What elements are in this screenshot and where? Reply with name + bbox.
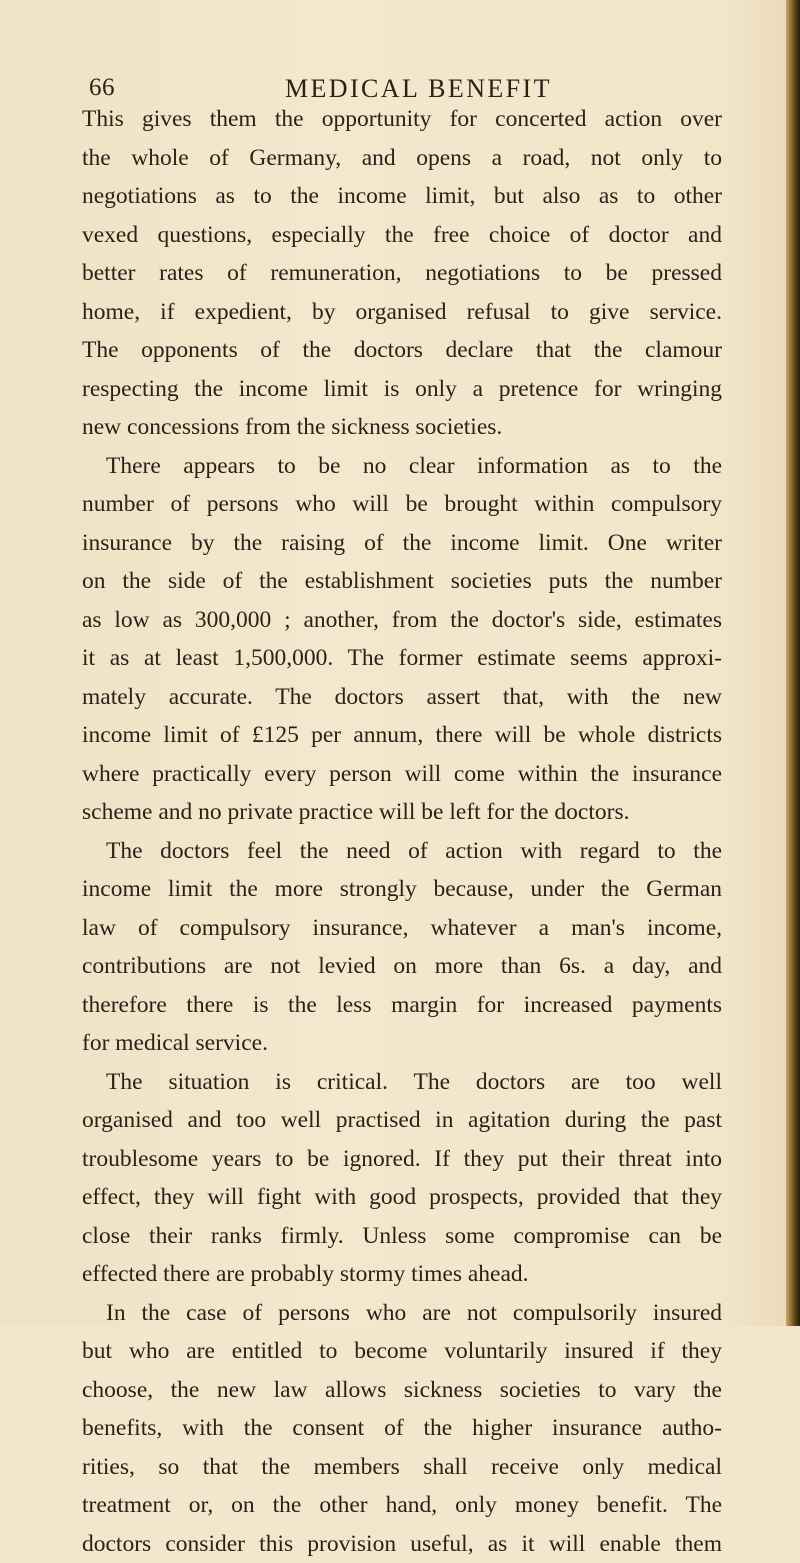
text-line: contributions are not levied on more than 6s. a day, and [82,947,722,986]
text-line: where practically every person will come within the insurance [82,755,722,794]
text-line: troublesome years to be ignored. If they put their threat into [82,1140,722,1179]
text-line: for medical service. [82,1024,722,1063]
text-line: close their ranks firmly. Unless some compromise can be [82,1217,722,1256]
text-line: The doctors feel the need of action with regard to the [82,832,722,871]
text-line: In the case of persons who are not compulsorily insured [82,1294,722,1333]
text-line: effect, they will fight with good prospects, provided that they [82,1178,722,1217]
text-line: The opponents of the doctors declare that the clamour [82,331,722,370]
text-line: organised and too well practised in agitation during the past [82,1101,722,1140]
text-line: income limit the more strongly because, under the German [82,870,722,909]
text-line: benefits, with the consent of the higher insurance autho- [82,1409,722,1448]
text-line: insurance by the raising of the income limit. One writer [82,524,722,563]
text-line: effected there are probably stormy times ahead. [82,1255,722,1294]
body-text [82,100,722,1563]
text-line: number of persons who will be brought within compulsory [82,485,722,524]
text-line: law of compulsory insurance, whatever a man's income, [82,909,722,948]
text-line: vexed questions, especially the free choice of doctor and [82,216,722,255]
text-line: The situation is critical. The doctors are too well [82,1063,722,1102]
text-line: mately accurate. The doctors assert that, with the new [82,678,722,717]
text-line: respecting the income limit is only a pretence for wringing [82,370,722,409]
text-line: better rates of remuneration, negotiations to be pressed [82,254,722,293]
text-line: the whole of Germany, and opens a road, not only to [82,139,722,178]
running-head: MEDICAL BENEFIT [285,74,552,104]
text-line: on the side of the establishment societies puts the number [82,562,722,601]
text-line: new concessions from the sickness societies. [82,408,722,447]
text-line: it as at least 1,500,000. The former estimate seems approxi- [82,639,722,678]
text-line: choose, the new law allows sickness societies to vary the [82,1371,722,1410]
text-line: treatment or, on the other hand, only money benefit. The [82,1486,722,1525]
text-line: There appears to be no clear information as to the [82,447,722,486]
text-line: scheme and no private practice will be left for the doctors. [82,793,722,832]
page-number: 66 [89,74,115,102]
text-line: therefore there is the less margin for increased payments [82,986,722,1025]
text-line: rities, so that the members shall receive only medical [82,1448,722,1487]
text-line: income limit of £125 per annum, there will be whole districts [82,716,722,755]
text-line: as low as 300,000 ; another, from the doctor's side, estimates [82,601,722,640]
text-line: home, if expedient, by organised refusal to give service. [82,293,722,332]
text-line: This gives them the opportunity for concerted action over [82,100,722,139]
text-line: negotiations as to the income limit, but also as to other [82,177,722,216]
text-line: doctors consider this provision useful, as it will enable them [82,1525,722,1563]
page-edge [786,0,800,1326]
text-line: but who are entitled to become voluntarily insured if they [82,1332,722,1371]
